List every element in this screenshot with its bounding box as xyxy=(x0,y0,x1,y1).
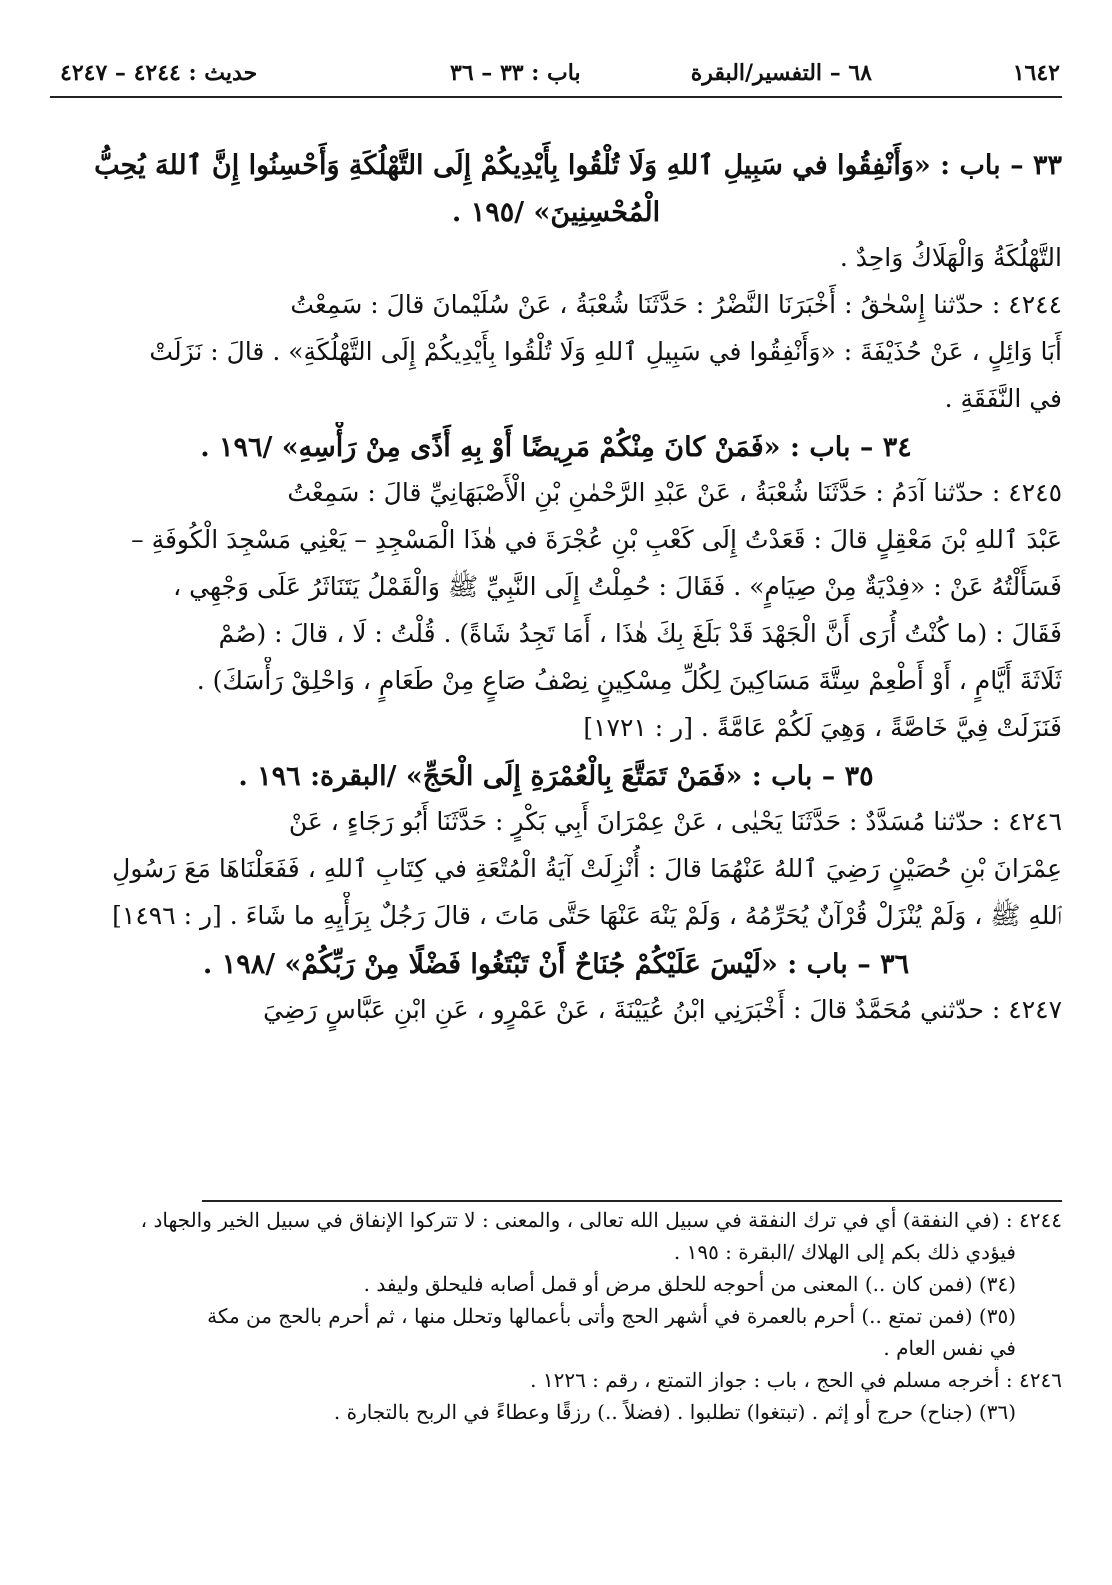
hadith-4245-line: ٤٢٤٥ : حدّثنا آدَمُ : حَدَّثَنَا شُعْبَةُ ، عَنْ عَبْدِ الرَّحْمٰنِ بْنِ الْأَصْبَهَانِيِّ قالَ : سَمِعْتُ xyxy=(287,478,1062,507)
bab-33-note: التَّهْلُكَةُ وَالْهَلَاكُ وَاحِدٌ . xyxy=(839,243,1062,272)
chapter-title: ٦٨ – التفسير/البقرة xyxy=(690,60,872,86)
footnote-divider xyxy=(202,1200,1062,1202)
footnote-4244: ٤٢٤٤ : (في النفقة) أي في ترك النفقة في سبيل الله تعالى ، والمعنى : لا تتركوا الإنفاق في سبيل الخير والجهاد ، xyxy=(140,1208,1062,1232)
bab-range: باب : ٣٣ – ٣٦ xyxy=(450,60,581,86)
hadith-4246-line: ٱللهِ ﷺ ، وَلَمْ يُنْزَلْ قُرْآنٌ يُحَرِّمُهُ ، وَلَمْ يَنْهَ عَنْهَا حَتَّى مَاتَ ، قالَ رَجُلٌ بِرَأْيِهِ ما شَاءَ . [ر : ١٤٩٦] xyxy=(112,901,1062,930)
footnote-36: (٣٦) (جناح) حرج أو إثم . (تبتغوا) تطلبوا . (فضلاً ..) رزقًا وعطاءً في الربح بالتجارة . xyxy=(333,1400,1016,1424)
footnote-35: (٣٥) (فمن تمتع ..) أحرم بالعمرة في أشهر الحج وأتى بأعمالها وتحلل منها ، ثم أحرم بالحج من مكة xyxy=(207,1304,1016,1328)
hadith-4244-line: في النَّفَقَةِ . xyxy=(944,384,1062,413)
footnote-4244-cont: فيؤدي ذلك بكم إلى الهلاك /البقرة : ١٩٥ . xyxy=(673,1240,1016,1264)
hadith-4246-line: ٤٢٤٦ : حدّثنا مُسَدَّدٌ : حَدَّثَنَا يَحْيٰى ، عَنْ عِمْرَانَ أَبِي بَكْرٍ : حَدَّثَنَا أَبُو رَجَاءٍ ، عَنْ xyxy=(288,807,1062,836)
bab-35-heading: ٣٥ – باب : «فَمَنْ تَمَتَّعَ بِالْعُمْرَةِ إِلَى الْحَجِّ» /البقرة: ١٩٦ . xyxy=(238,761,874,792)
hadith-4244-line: ٤٢٤٤ : حدّثنا إِسْحٰقُ : أَخْبَرَنَا النَّضْرُ : حَدَّثَنَا شُعْبَةُ ، عَنْ سُلَيْمانَ قالَ : سَمِعْتُ xyxy=(290,290,1062,319)
footnote-34: (٣٤) (فمن كان ..) المعنى من أحوجه للحلق مرض أو قمل أصابه فليحلق وليفد . xyxy=(363,1272,1016,1296)
hadith-4245-line: فَسَأَلْتُهُ عَنْ : «فِدْيَةٌ مِنْ صِيَامٍ» . فَقَالَ : حُمِلْتُ إِلَى النَّبِيِّ ﷺ وَالْقَمْلُ يَتَنَاثَرُ عَلَى وَجْهِي ، xyxy=(173,572,1062,601)
main-text xyxy=(50,140,1062,1033)
bab-36-heading: ٣٦ – باب : «لَيْسَ عَلَيْكُمْ جُنَاحٌ أَنْ تَبْتَغُوا فَضْلًا مِنْ رَبِّكُمْ» /١٩٨ . xyxy=(202,949,910,980)
hadith-4246-line: عِمْرَانَ بْنِ حُصَيْنٍ رَضِيَ ٱللهُ عَنْهُمَا قالَ : أُنْزِلَتْ آيَةُ الْمُتْعَةِ في كِتَابِ ٱللهِ ، فَفَعَلْنَاهَا مَعَ رَسُولِ xyxy=(112,854,1062,883)
bab-33-heading: ٣٣ – باب : «وَأَنْفِقُوا في سَبِيلِ ٱللهِ وَلَا تُلْقُوا بِأَيْدِيكُمْ إِلَى التَّهْلُكَةِ وَأَحْسِنُوا إِنَّ ٱللهَ يُحِبُّ xyxy=(94,150,1062,181)
bab-33-heading-cont: الْمُحْسِنِينَ» /١٩٥ . xyxy=(451,197,661,228)
hadith-4245-line: عَبْدَ ٱللهِ بْنَ مَعْقِلٍ قالَ : قَعَدْتُ إِلَى كَعْبِ بْنِ عُجْرَةَ في هٰذَا الْمَسْجِدِ – يَعْنِي مَسْجِدَ الْكُوفَةِ – xyxy=(131,525,1062,554)
page-header xyxy=(50,52,1062,98)
hadith-4244-line: أَبَا وَائِلٍ ، عَنْ حُذَيْفَةَ : «وَأَنْفِقُوا في سَبِيلِ ٱللهِ وَلَا تُلْقُوا بِأَيْدِيكُمْ إِلَى التَّهْلُكَةِ» . قالَ : نَزَلَتْ xyxy=(149,337,1062,366)
hadith-4245-line: ثَلَاثَةَ أَيَّامٍ ، أَوْ أَطْعِمْ سِتَّةَ مَسَاكِينَ لِكُلِّ مِسْكِينٍ نِصْفُ صَاعٍ مِنْ طَعَامٍ ، وَاحْلِقْ رَأْسَكَ) . xyxy=(196,666,1062,695)
footnotes xyxy=(50,1204,1062,1428)
hadith-4247-line: ٤٢٤٧ : حدّثني مُحَمَّدٌ قالَ : أَخْبَرَنِي ابْنُ عُيَيْنَةَ ، عَنْ عَمْرٍو ، عَنِ ابْنِ عَبَّاسٍ رَضِيَ xyxy=(263,995,1062,1024)
page-number: ١٦٤٢ xyxy=(1012,60,1060,86)
hadith-4245-line: فَنَزَلَتْ فِيَّ خَاصَّةً ، وَهِيَ لَكُمْ عَامَّةً . [ر : ١٧٢١] xyxy=(583,713,1062,742)
bab-34-heading: ٣٤ – باب : «فَمَنْ كانَ مِنْكُمْ مَرِيضًا أَوْ بِهِ أَذًى مِنْ رَأْسِهِ» /١٩٦ . xyxy=(200,432,912,463)
footnote-35-cont: في نفس العام . xyxy=(883,1336,1016,1360)
footnote-4246: ٤٢٤٦ : أخرجه مسلم في الحج ، باب : جواز التمتع ، رقم : ١٢٢٦ . xyxy=(530,1368,1062,1392)
hadith-range: حديث : ٤٢٤٤ – ٤٢٤٧ xyxy=(60,60,258,86)
hadith-4245-line: فَقَالَ : (ما كُنْتُ أُرَى أَنَّ الْجَهْدَ قَدْ بَلَغَ بِكَ هٰذَا ، أَمَا تَجِدُ شَاةً) . قُلْتُ : لَا ، قالَ : (صُمْ xyxy=(218,619,1062,648)
